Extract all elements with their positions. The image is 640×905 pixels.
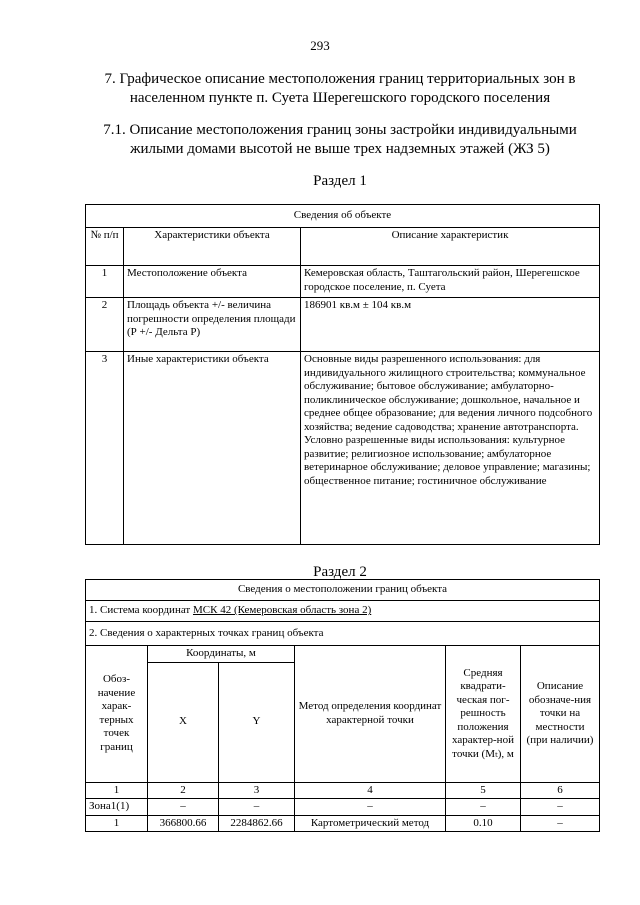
table-row — [86, 815, 600, 832]
row-characteristic: Местоположение объекта — [124, 266, 301, 298]
header-y: Y — [219, 662, 295, 782]
row-characteristic: Иные характеристики объекта — [124, 352, 301, 545]
zone-row — [86, 799, 600, 816]
zone-dash: – — [295, 799, 446, 816]
row-description: Кемеровская область, Таштагольский район, Шерегешское городское поселение, п. Суета — [301, 266, 600, 298]
header-coordinates: Координаты, м — [148, 646, 295, 663]
row-num: 2 — [86, 298, 124, 352]
column-number: 3 — [219, 782, 295, 799]
point-error: 0.10 — [446, 815, 521, 832]
table-row — [86, 298, 600, 352]
object-info-table — [85, 204, 600, 545]
coordinate-system-row — [86, 601, 600, 622]
section-2-title: Раздел 2 — [313, 564, 367, 580]
header-error: Средняя квадрати-ческая пог-решность положения характер-ной точки (Mₜ), м — [446, 646, 521, 783]
row-num: 3 — [86, 352, 124, 545]
section-1-title: Раздел 1 — [313, 173, 367, 189]
column-number-row — [86, 782, 600, 799]
object-table-title: Сведения об объекте — [86, 205, 600, 228]
row-num: 1 — [86, 266, 124, 298]
zone-dash: – — [219, 799, 295, 816]
zone-dash: – — [521, 799, 600, 816]
column-number: 2 — [148, 782, 219, 799]
table-row — [86, 266, 600, 298]
zone-dash: – — [148, 799, 219, 816]
zone-label: Зона1(1) — [86, 799, 148, 816]
point-y: 2284862.66 — [219, 815, 295, 832]
row-characteristic: Площадь объекта +/- величина погрешности определения площади (Р +/- Дельта Р) — [124, 298, 301, 352]
row-description: 186901 кв.м ± 104 кв.м — [301, 298, 600, 352]
permitted-uses-text: Основные виды разрешенного использования: для индивидуального жилищного строительства; коммунальное обслуживание; бытовое обслуживание; амбулаторно-поликлиническое обслуживание; дошкольное, начальное и среднее общее образование; для ведения личного подсобного хозяйства; ведение садоводства; хранение автотранспорта. — [304, 353, 593, 433]
point-method: Картометрический метод — [295, 815, 446, 832]
point-id: 1 — [86, 815, 148, 832]
column-number: 5 — [446, 782, 521, 799]
row-description — [301, 352, 600, 545]
boundary-points-table — [85, 579, 600, 832]
points-section-label: 2. Сведения о характерных точках границ объекта — [86, 622, 600, 646]
header-method: Метод определения координат характерной точки — [295, 646, 446, 783]
point-description: – — [521, 815, 600, 832]
column-number: 1 — [86, 782, 148, 799]
column-number: 6 — [521, 782, 600, 799]
header-description: Описание характеристик — [301, 228, 600, 266]
coord-system-label: 1. Система координат — [89, 604, 191, 617]
page-number: 293 — [310, 38, 330, 53]
column-number: 4 — [295, 782, 446, 799]
header-point-description: Описание обозначе-ния точки на местности (при наличии) — [521, 646, 600, 783]
header-characteristic: Характеристики объекта — [124, 228, 301, 266]
main-heading: 7. Графическое описание местоположения границ территориальных зон в населенном пункте п. Суета Шерегешского городского поселения — [104, 71, 576, 106]
sub-heading: 7.1. Описание местоположения границ зоны застройки индивидуальными жилыми домами высотой не выше трех надземных этажей (ЖЗ 5) — [103, 122, 577, 157]
coord-system-value: МСК 42 (Кемеровская область зона 2) — [192, 604, 372, 617]
header-x: X — [148, 662, 219, 782]
zone-dash: – — [446, 799, 521, 816]
table-row — [86, 352, 600, 545]
boundary-table-title: Сведения о местоположении границ объекта — [86, 580, 600, 601]
conditional-uses-text: Условно разрешенные виды использования: культурное развитие; религиозное использование; амбулаторное ветеринарное обслуживание; деловое управление; магазины; общественное питание; гостиничное обслуживание — [304, 434, 591, 487]
point-x: 366800.66 — [148, 815, 219, 832]
header-designation: Обоз-начение харак-терных точек границ — [86, 646, 148, 783]
header-num: № п/п — [86, 228, 124, 266]
